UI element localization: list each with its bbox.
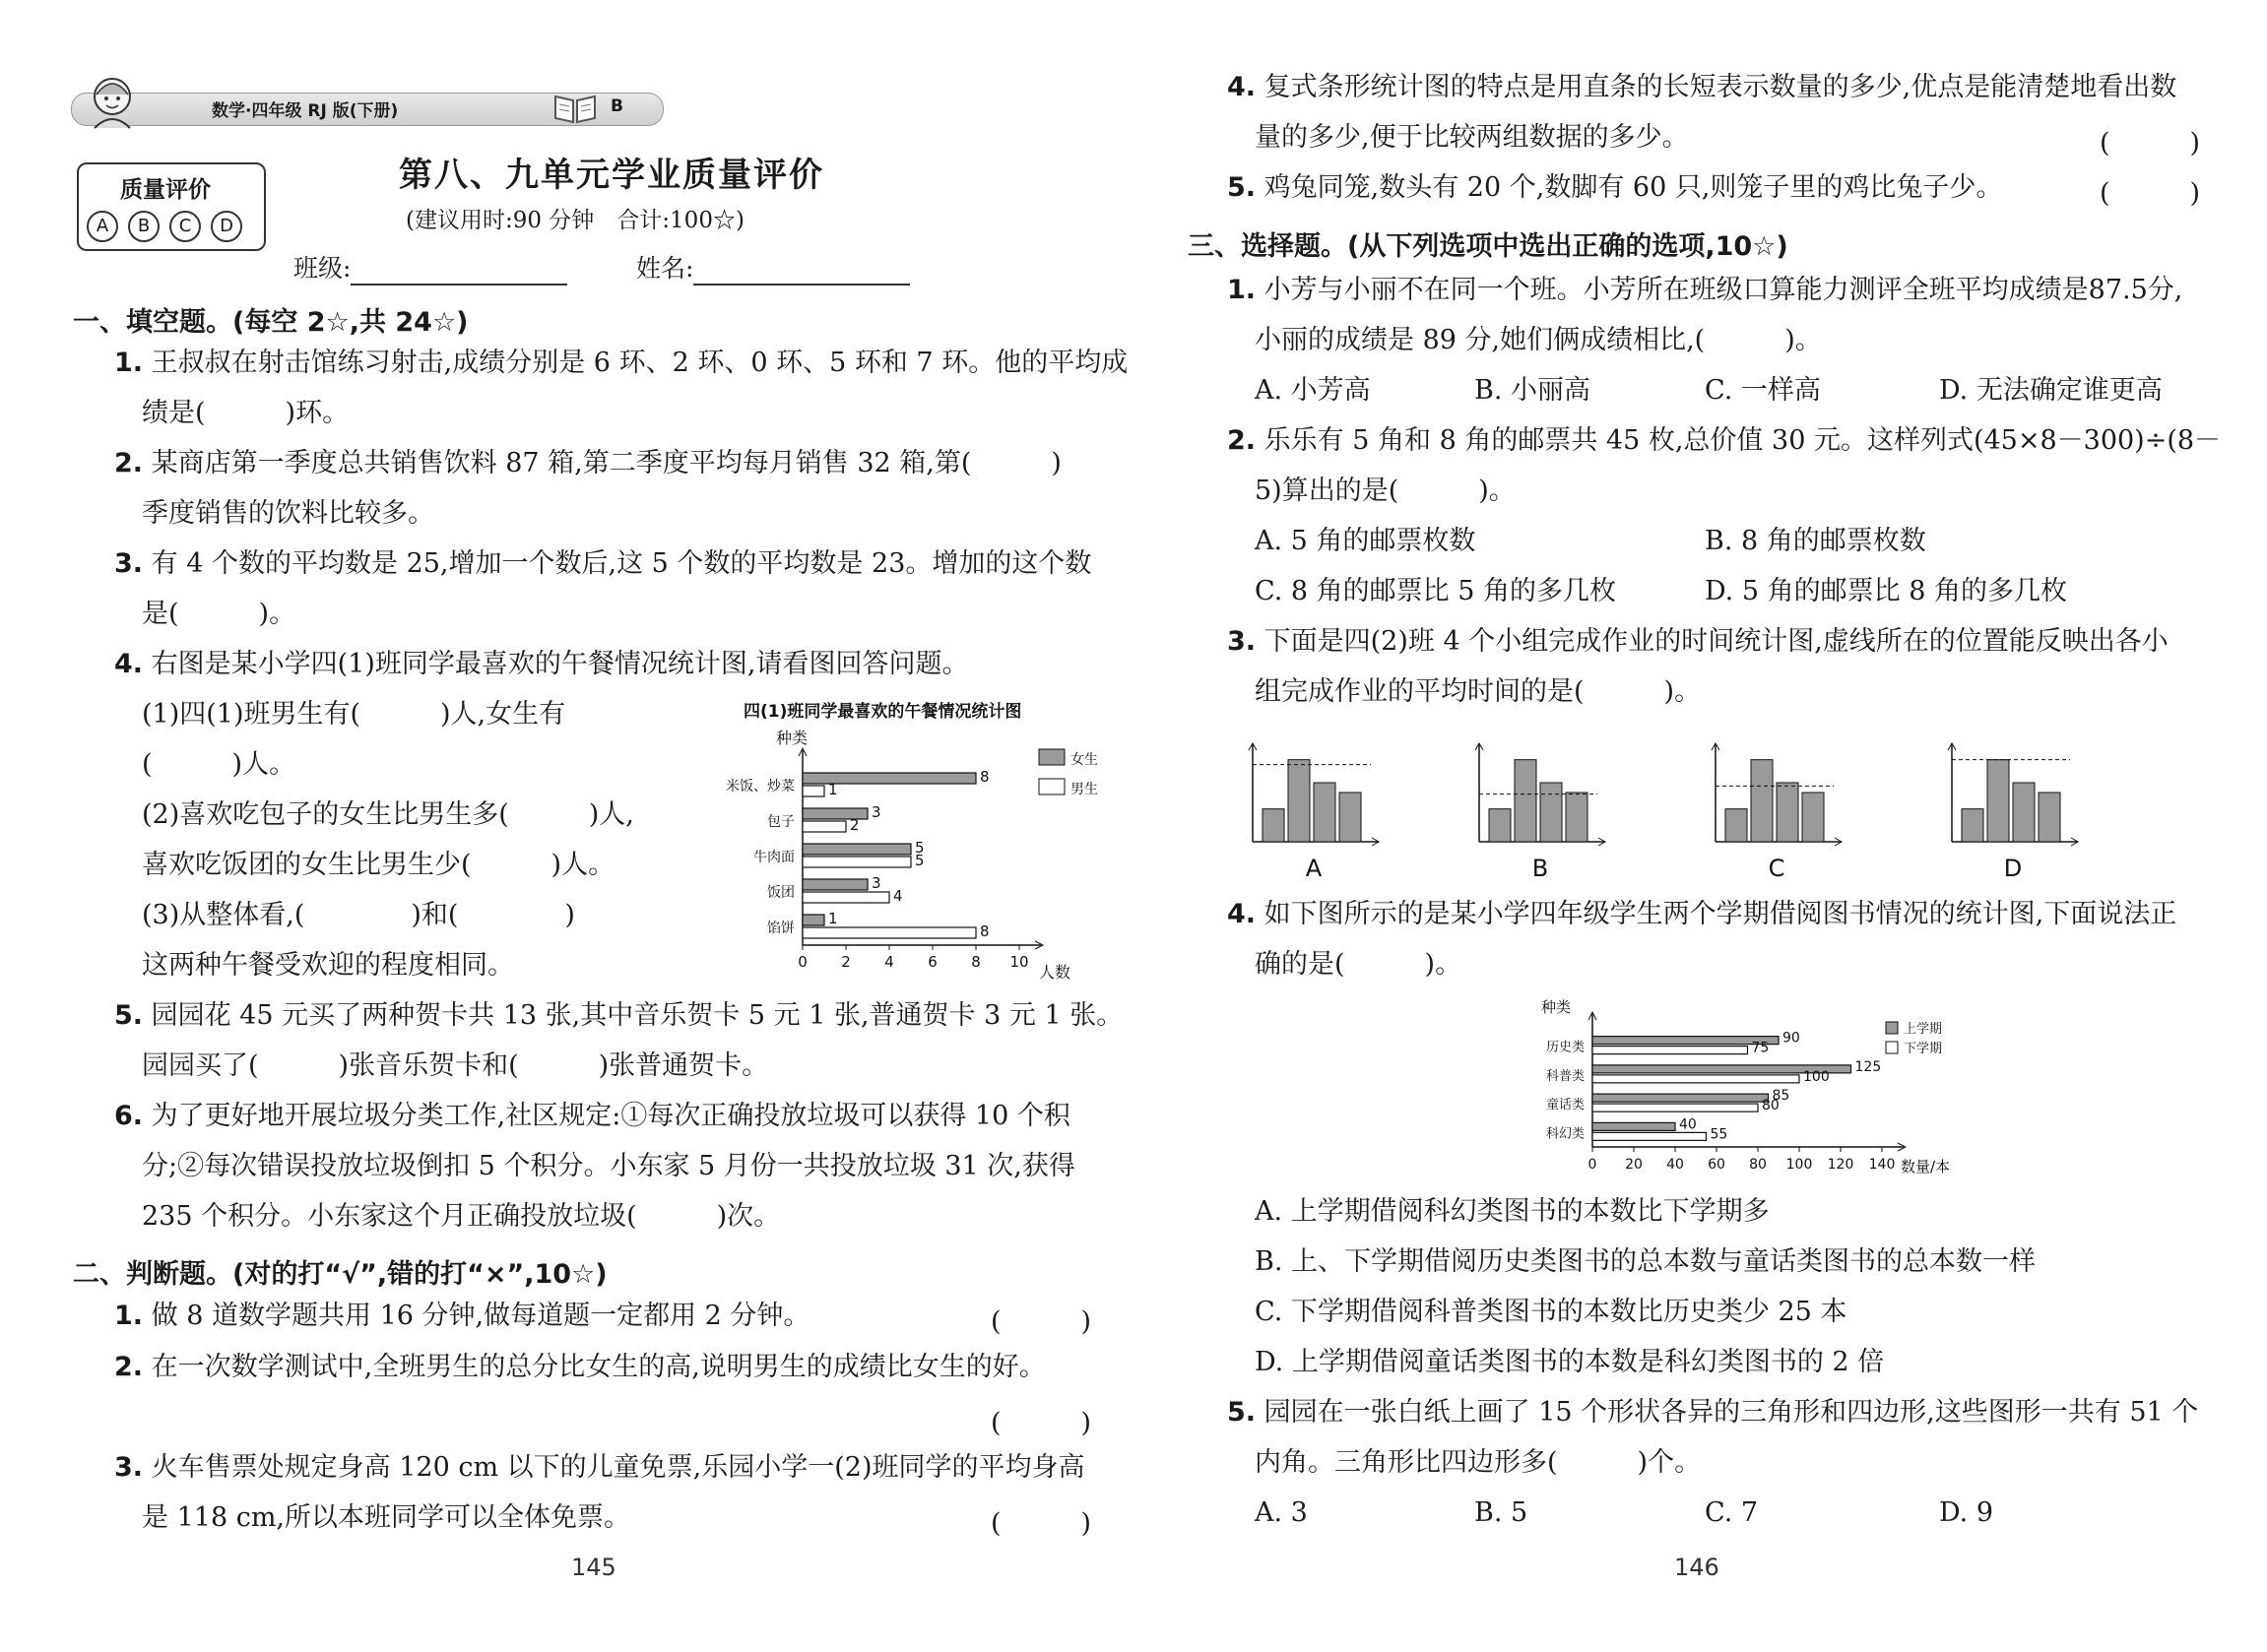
name-field[interactable] — [693, 258, 910, 286]
mini-chart-A — [1249, 743, 1379, 882]
mini-bar — [1489, 809, 1511, 842]
section-true-false: 二、判断题。(对的打“√”,错的打“×”,10☆) — [73, 1259, 608, 1290]
mini-chart-label: D — [2003, 855, 2023, 882]
grade-c-circle[interactable]: C — [169, 211, 201, 242]
j5-answer[interactable]: ( ) — [2100, 178, 2201, 209]
version-label: B — [611, 96, 623, 116]
mini-bar — [1314, 783, 1335, 842]
q4-sub3-line2: 这两种午餐受欢迎的程度相同。 — [142, 950, 514, 981]
c4-option-a[interactable]: A. 上学期借阅科幻类图书的本数比下学期多 — [1255, 1196, 1770, 1227]
category-label: 历史类 — [1545, 1040, 1585, 1055]
mini-bar — [1540, 783, 1562, 842]
category-label: 饭团 — [767, 885, 795, 901]
bar-value-label: 4 — [893, 887, 903, 905]
q3-line2: 是( )。 — [142, 599, 296, 629]
c2-option-a[interactable]: A. 5 角的邮票枚数 — [1255, 526, 1476, 556]
j3-answer[interactable]: ( ) — [991, 1508, 1092, 1539]
category-label: 牛肉面 — [753, 850, 795, 865]
mini-bar — [2013, 783, 2035, 842]
x-tick-label: 100 — [1785, 1157, 1813, 1173]
legend-label: 上学期 — [1904, 1022, 1943, 1037]
bar-series2 — [1592, 1104, 1758, 1112]
bar-value-label: 3 — [872, 803, 881, 821]
section-fill-blank: 一、填空题。(每空 2☆,共 24☆) — [73, 307, 469, 338]
category-label: 科幻类 — [1545, 1126, 1585, 1142]
j3-line1: 火车售票处规定身高 120 cm 以下的儿童免票,乐园小学一(2)班同学的平均身高 — [151, 1452, 1085, 1483]
bar-series2 — [803, 857, 911, 867]
quality-label: 质量评价 — [120, 177, 211, 203]
c2-option-b[interactable]: B. 8 角的邮票枚数 — [1705, 526, 1926, 556]
mini-bar — [1777, 783, 1798, 842]
q4-sub3-line1: (3)从整体看,( )和( ) — [142, 900, 575, 930]
page-number-right: 146 — [1674, 1554, 1719, 1581]
c2-line1: 乐乐有 5 角和 8 角的邮票共 45 枚,总价值 30 元。这样列式(45×8－300)÷(8－ — [1263, 425, 2222, 456]
page-number-left: 145 — [571, 1554, 616, 1581]
q2-line1: 某商店第一季度总共销售饮料 87 箱,第二季度平均每月销售 32 箱,第( ) — [151, 448, 1062, 478]
mini-chart-B — [1475, 743, 1605, 882]
x-tick-label: 20 — [1625, 1157, 1643, 1173]
page-subtitle: (建议用时:90 分钟 合计:100☆) — [406, 208, 745, 233]
bar-value-label: 1 — [828, 781, 838, 798]
x-tick-label: 4 — [884, 953, 894, 971]
x-tick-label: 10 — [1009, 953, 1029, 971]
c3-line1: 下面是四(2)班 4 个小组完成作业的时间统计图,虚线所在的位置能反映出各小 — [1263, 626, 2169, 657]
q4-sub1-line2: ( )人。 — [142, 749, 296, 780]
j1-answer[interactable]: ( ) — [991, 1306, 1092, 1337]
bar-value-label: 100 — [1803, 1068, 1830, 1085]
mini-chart-label: C — [1768, 855, 1785, 882]
x-tick-label: 40 — [1666, 1157, 1684, 1173]
bar-value-label: 55 — [1710, 1126, 1728, 1143]
x-tick-label: 0 — [1587, 1157, 1597, 1173]
x-tick-label: 8 — [971, 953, 981, 971]
c5-option-d[interactable]: D. 9 — [1939, 1497, 1994, 1528]
legend-swatch — [1039, 779, 1065, 794]
x-tick-label: 2 — [841, 953, 851, 971]
q6-line3: 235 个积分。小东家这个月正确投放垃圾( )次。 — [142, 1201, 781, 1232]
legend-swatch — [1886, 1022, 1898, 1034]
mini-bar — [1987, 760, 2009, 842]
q1-line2: 绩是( )环。 — [142, 398, 350, 428]
c5-option-b[interactable]: B. 5 — [1474, 1497, 1528, 1528]
class-label: 班级: — [293, 254, 352, 283]
c2-option-c[interactable]: C. 8 角的邮票比 5 角的多几枚 — [1255, 576, 1616, 606]
category-label: 科普类 — [1545, 1068, 1585, 1084]
bar-value-label: 3 — [872, 874, 881, 892]
c3-line2: 组完成作业的平均时间的是( )。 — [1255, 676, 1702, 707]
j4-answer[interactable]: ( ) — [2100, 128, 2201, 159]
mini-bar — [2039, 793, 2060, 842]
legend-label: 男生 — [1070, 782, 1098, 797]
q6-line1: 为了更好地开展垃圾分类工作,社区规定:①每次正确投放垃圾可以获得 10 个积 — [151, 1101, 1070, 1131]
j4-line1: 复式条形统计图的特点是用直条的长短表示数量的多少,优点是能清楚地看出数 — [1263, 72, 2177, 102]
legend-label: 女生 — [1070, 752, 1098, 768]
section-choice: 三、选择题。(从下列选项中选出正确的选项,10☆) — [1188, 231, 1788, 262]
c5-option-c[interactable]: C. 7 — [1705, 1497, 1759, 1528]
mini-bar — [1802, 793, 1824, 842]
legend-swatch — [1886, 1042, 1898, 1053]
legend-label: 下学期 — [1904, 1042, 1943, 1056]
bar-value-label: 75 — [1751, 1040, 1770, 1056]
mini-bar — [1962, 809, 1983, 842]
category-label: 童话类 — [1545, 1098, 1585, 1113]
average-mini-charts — [1241, 729, 2107, 886]
c2-option-d[interactable]: D. 5 角的邮票比 8 角的多几枚 — [1705, 576, 2067, 606]
mini-bar — [1751, 760, 1773, 842]
category-label: 米饭、炒菜 — [726, 779, 795, 794]
category-label: 包子 — [767, 814, 795, 830]
bar-series1 — [1592, 1122, 1675, 1130]
mini-bar — [1725, 809, 1747, 842]
name-label: 姓名: — [636, 254, 694, 283]
bar-series1 — [803, 844, 911, 855]
bar-value-label: 1 — [828, 910, 838, 927]
q5-line1: 园园花 45 元买了两种贺卡共 13 张,其中音乐贺卡 5 元 1 张,普通贺卡 3 元 1 张。 — [151, 1000, 1124, 1031]
class-field[interactable] — [351, 258, 567, 286]
bar-series1 — [1592, 1094, 1769, 1102]
book-icon — [551, 89, 599, 126]
x-tick-label: 120 — [1827, 1157, 1854, 1173]
j1-text: 做 8 道数学题共用 16 分钟,做每道题一定都用 2 分钟。 — [151, 1301, 810, 1331]
q4-intro: 右图是某小学四(1)班同学最喜欢的午餐情况统计图,请看图回答问题。 — [151, 649, 969, 679]
bar-value-label: 80 — [1762, 1098, 1780, 1114]
c4-option-d[interactable]: D. 上学期借阅童话类图书的本数是科幻类图书的 2 倍 — [1255, 1347, 1885, 1377]
q1-line1: 王叔叔在射击馆练习射击,成绩分别是 6 环、2 环、0 环、5 环和 7 环。他的平均成 — [151, 348, 1129, 378]
mini-bar — [1339, 793, 1361, 842]
bar-value-label: 40 — [1679, 1116, 1697, 1133]
bar-series2 — [1592, 1075, 1799, 1083]
page-title: 第八、九单元学业质量评价 — [399, 156, 824, 195]
x-tick-label: 60 — [1708, 1157, 1725, 1173]
c4-line2: 确的是( )。 — [1255, 949, 1462, 980]
mini-bar — [1288, 760, 1310, 842]
bar-value-label: 5 — [915, 839, 925, 857]
mini-bar — [1515, 760, 1536, 842]
c1-option-b[interactable]: B. 小丽高 — [1474, 375, 1591, 406]
c4-option-b[interactable]: B. 上、下学期借阅历史类图书的总本数与童话类图书的总本数一样 — [1255, 1246, 2037, 1277]
chart-y-label: 种类 — [1541, 998, 1572, 1016]
q6-line2: 分;②每次错误投放垃圾倒扣 5 个积分。小东家 5 月份一共投放垃圾 31 次,获得 — [142, 1151, 1075, 1181]
bar-value-label: 90 — [1782, 1030, 1800, 1047]
q4-sub2-line2: 喜欢吃饭团的女生比男生少( )人。 — [142, 850, 615, 880]
mini-chart-C — [1712, 743, 1842, 882]
chart-x-label: 数量/本 — [1901, 1158, 1951, 1175]
j2-answer[interactable]: ( ) — [991, 1408, 1092, 1438]
x-tick-label: 0 — [798, 953, 808, 971]
bar-series2 — [803, 927, 976, 938]
category-label: 馅饼 — [767, 921, 795, 936]
c4-option-c[interactable]: C. 下学期借阅科普类图书的本数比历史类少 25 本 — [1255, 1297, 1847, 1327]
bar-series2 — [803, 821, 846, 832]
legend-swatch — [1039, 749, 1065, 765]
q4-sub2-line1: (2)喜欢吃包子的女生比男生多( )人, — [142, 799, 634, 830]
bar-series2 — [803, 892, 889, 903]
j4-line2: 量的多少,便于比较两组数据的多少。 — [1255, 122, 1689, 153]
c1-option-c[interactable]: C. 一样高 — [1705, 375, 1821, 406]
bar-value-label: 8 — [980, 922, 990, 940]
lunch-chart — [689, 694, 1113, 989]
chart-y-label: 种类 — [776, 729, 809, 747]
c2-line2: 5)算出的是( )。 — [1255, 476, 1516, 506]
course-label: 数学·四年级 RJ 版(下册) — [212, 101, 399, 121]
bar-series2 — [1592, 1132, 1707, 1140]
grade-a-circle[interactable]: A — [87, 211, 118, 242]
j5-text: 鸡兔同笼,数头有 20 个,数脚有 60 只,则笼子里的鸡比兔子少。 — [1263, 172, 2003, 203]
q2-line2: 季度销售的饮料比较多。 — [142, 498, 434, 529]
c1-line1: 小芳与小丽不在同一个班。小芳所在班级口算能力测评全班平均成绩是87.5分, — [1263, 275, 2183, 305]
bar-value-label: 125 — [1854, 1058, 1882, 1075]
bar-value-label: 2 — [850, 816, 860, 834]
c5-line1: 园园在一张白纸上画了 15 个形状各异的三角形和四边形,这些图形一共有 51 个 — [1263, 1397, 2199, 1428]
bar-value-label: 8 — [980, 768, 990, 786]
bar-series2 — [803, 786, 824, 796]
mini-chart-D — [1948, 743, 2078, 882]
bar-value-label: 5 — [915, 852, 925, 869]
mini-chart-label: B — [1531, 855, 1549, 882]
c1-option-a[interactable]: A. 小芳高 — [1255, 375, 1371, 406]
grade-b-circle[interactable]: B — [128, 211, 160, 242]
mini-bar — [1263, 809, 1284, 842]
bar-series2 — [1592, 1047, 1748, 1054]
c1-option-d[interactable]: D. 无法确定谁更高 — [1939, 375, 2163, 406]
bar-series1 — [803, 915, 824, 925]
c1-line2: 小丽的成绩是 89 分,她们俩成绩相比,( )。 — [1255, 325, 1822, 355]
q3-line1: 有 4 个数的平均数是 25,增加一个数后,这 5 个数的平均数是 23。增加的这个数 — [151, 548, 1092, 579]
c5-option-a[interactable]: A. 3 — [1255, 1497, 1308, 1528]
c5-line2: 内角。三角形比四边形多( )个。 — [1255, 1447, 1702, 1478]
x-tick-label: 140 — [1868, 1157, 1896, 1173]
c4-line1: 如下图所示的是某小学四年级学生两个学期借阅图书情况的统计图,下面说法正 — [1263, 899, 2177, 929]
mini-bar — [1566, 793, 1587, 842]
x-tick-label: 80 — [1749, 1157, 1767, 1173]
bar-value-label: 85 — [1772, 1088, 1790, 1105]
j2-text: 在一次数学测试中,全班男生的总分比女生的高,说明男生的成绩比女生的好。 — [151, 1352, 1046, 1382]
mini-chart-label: A — [1305, 855, 1323, 882]
q5-line2: 园园买了( )张音乐贺卡和( )张普通贺卡。 — [142, 1050, 769, 1081]
q4-sub1-line1: (1)四(1)班男生有( )人,女生有 — [142, 699, 566, 730]
grade-d-circle[interactable]: D — [211, 211, 242, 242]
chart-title: 四(1)班同学最喜欢的午餐情况统计图 — [744, 702, 1022, 722]
x-tick-label: 6 — [928, 953, 938, 971]
student-avatar-icon — [87, 71, 138, 130]
chart-x-label: 人数 — [1039, 963, 1071, 982]
bar-series1 — [803, 879, 868, 890]
j3-line2: 是 118 cm,所以本班同学可以全体免票。 — [142, 1502, 631, 1533]
book-chart — [1522, 994, 1975, 1181]
